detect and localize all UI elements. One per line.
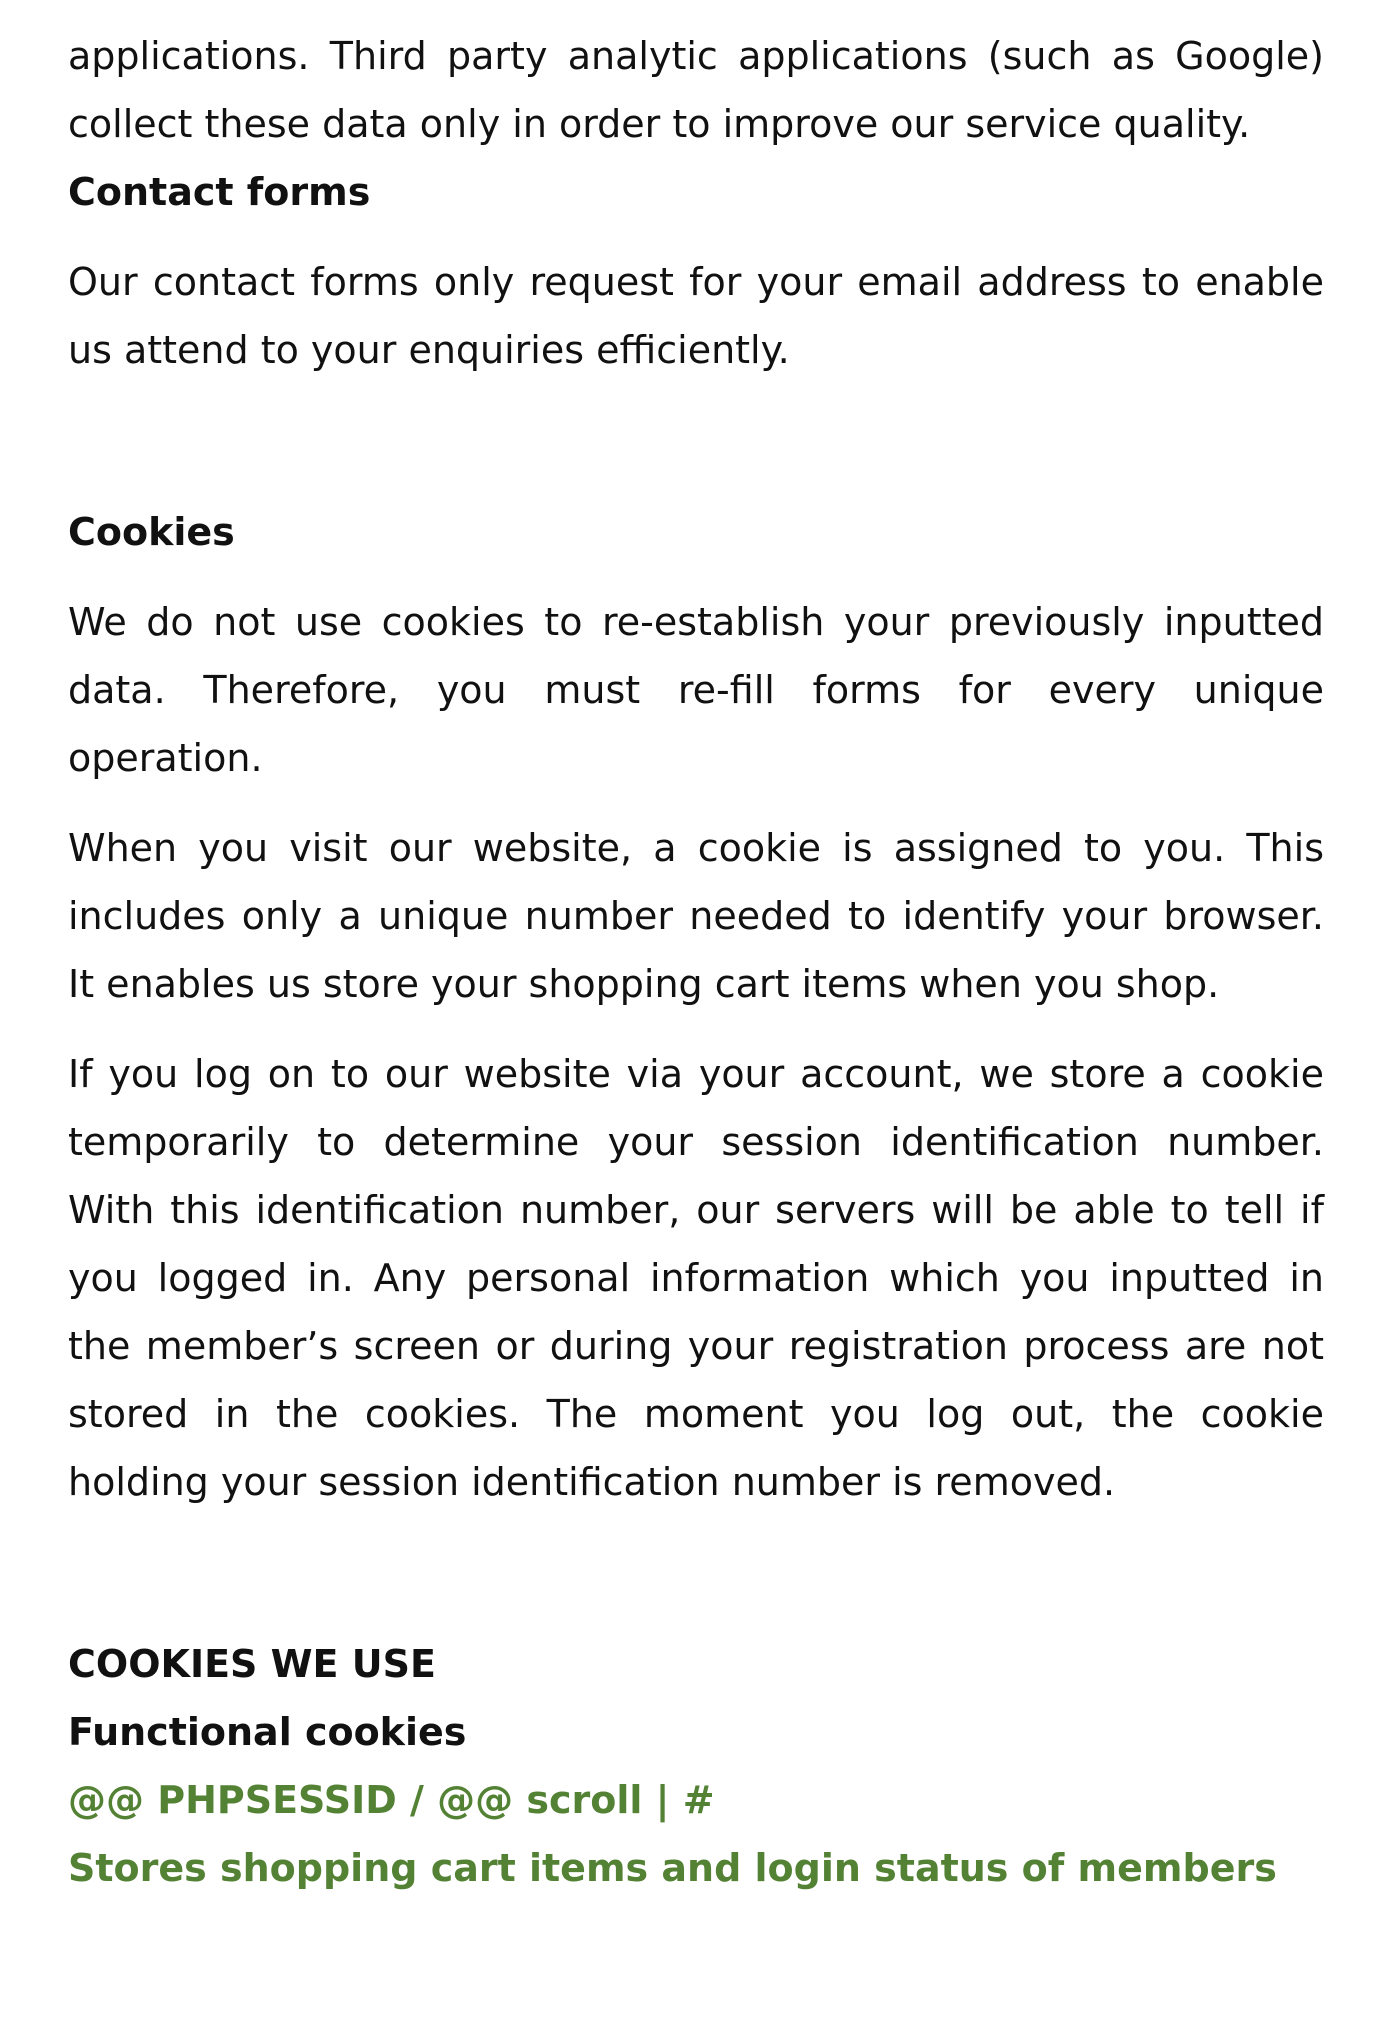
contact-forms-heading: Contact forms [68, 170, 371, 214]
cookies-paragraph-3: If you log on to our website via your account, we store a cookie temporarily to determine your session identification number. With this identification number, our servers will be able to tell if you logged in. Any personal information which you inputted in the member’s screen or during your registration process are not stored in the cookies. The moment you log out, the cookie holding your session identification number is removed. [68, 1052, 1324, 1504]
cookie-names-label: @@ PHPSESSID / @@ scroll | # [68, 1778, 715, 1822]
cookie-description-label: Stores shopping cart items and login status of members [68, 1846, 1277, 1890]
cookies-we-use-heading: COOKIES WE USE [68, 1642, 436, 1686]
cookies-paragraph-2: When you visit our website, a cookie is assigned to you. This includes only a unique number needed to identify your browser. It enables us store your shopping cart items when you shop. [68, 826, 1324, 1006]
functional-cookies-heading: Functional cookies [68, 1710, 467, 1754]
intro-paragraph: applications. Third party analytic applications (such as Google) collect these data only in order to improve our service quality. [68, 34, 1324, 146]
contact-forms-paragraph: Our contact forms only request for your email address to enable us attend to your enquiries efficiently. [68, 260, 1324, 372]
cookies-heading: Cookies [68, 510, 235, 554]
cookies-paragraph-1: We do not use cookies to re-establish your previously inputted data. Therefore, you must re-fill forms for every unique operation. [68, 600, 1324, 780]
